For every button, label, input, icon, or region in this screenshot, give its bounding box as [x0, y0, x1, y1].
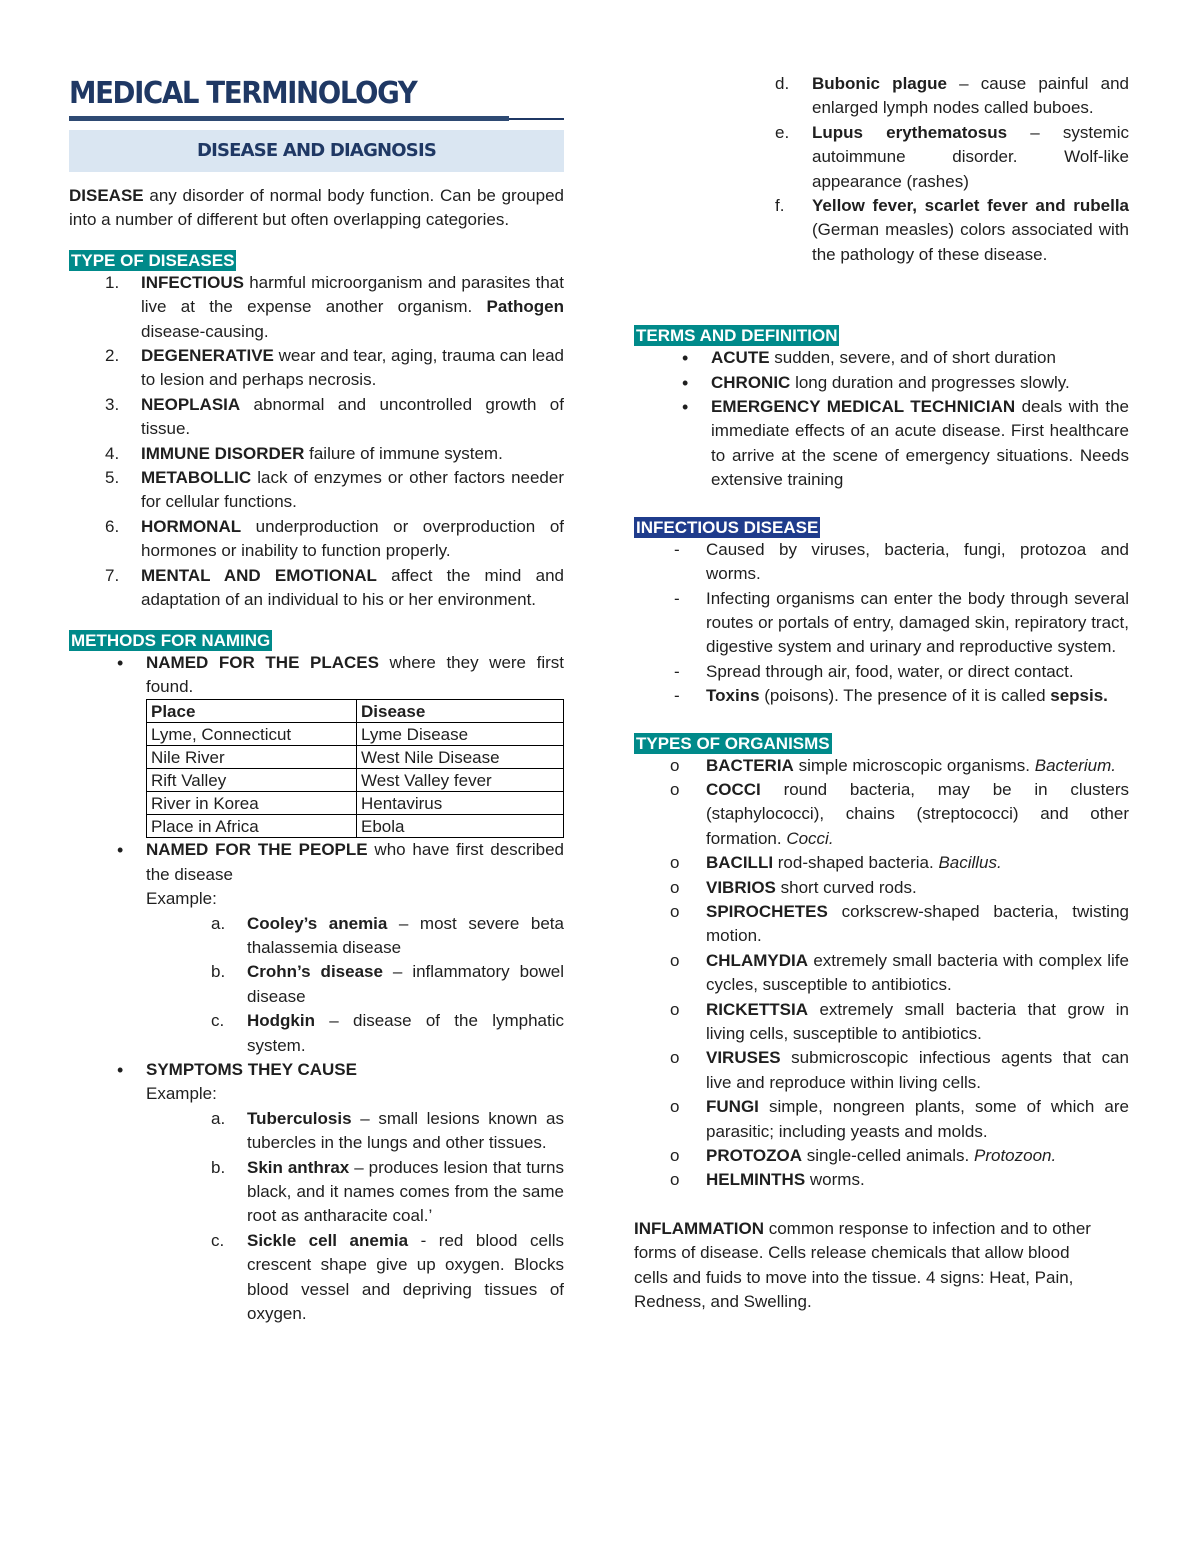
list-item: o PROTOZOA single-celled animals. Protozoon.	[706, 1144, 1129, 1168]
list-item: • CHRONIC long duration and progresses slowly.	[711, 371, 1129, 395]
terms-section	[634, 325, 1129, 492]
list-item: INFECTIOUS harmful microorganism and parasites that live at the expense another organism. Pathogen disease-causing.	[141, 272, 564, 341]
list-item: o CHLAMYDIA extremely small bacteria with complex life cycles, susceptible to antibiotics.	[706, 949, 1129, 998]
disease-type-list	[69, 271, 564, 613]
list-item: - Infecting organisms can enter the body through several routes or portals of entry, damaged skin, repiratory tract, digestive system and urinary and reproductive system.	[706, 587, 1129, 660]
left-column	[69, 74, 564, 1326]
disease-definition: DISEASE any disorder of normal body function. Can be grouped into a number of different but often overlapping categories.	[69, 186, 564, 230]
list-item: c. Hodgkin – disease of the lymphatic system.	[247, 1009, 564, 1058]
table-row: River in Korea Hentavirus	[147, 792, 564, 815]
list-item: IMMUNE DISORDER failure of immune system.	[141, 443, 503, 463]
list-item: - Toxins (poisons). The presence of it is called sepsis.	[706, 684, 1129, 708]
list-item: MENTAL AND EMOTIONAL affect the mind and adaptation of an individual to his or her environment.	[141, 565, 564, 610]
list-item: b. Skin anthrax – produces lesion that turns black, and it names comes from the same root as antharacite coal.’	[247, 1156, 564, 1229]
infectious-list	[634, 538, 1129, 709]
list-item: c. Sickle cell anemia - red blood cells crescent shape give up oxygen. Blocks blood vessel and depriving tissues of oxygen.	[247, 1229, 564, 1327]
terms-list	[634, 346, 1129, 492]
section-heading: TYPE OF DISEASES	[71, 250, 235, 270]
list-item: o SPIROCHETES corkscrew-shaped bacteria, twisting motion.	[706, 900, 1129, 949]
list-item: HORMONAL underproduction or overproduction of hormones or inability to function properly.	[141, 516, 564, 561]
list-item: o HELMINTHS worms.	[706, 1168, 1129, 1192]
list-item: • SYMPTOMS THEY CAUSE Example:	[146, 1058, 564, 1107]
list-item: NEOPLASIA abnormal and uncontrolled growth of tissue.	[141, 394, 564, 439]
list-item: e. Lupus erythematosus – systemic autoimmune disorder. Wolf-like appearance (rashes)	[812, 121, 1129, 194]
organisms-section	[634, 733, 1129, 1193]
list-item: DEGENERATIVE wear and tear, aging, trauma can lead to lesion and perhaps necrosis.	[141, 346, 565, 390]
section-heading: METHODS FOR NAMING	[71, 630, 271, 650]
list-item: d. Bubonic plague – cause painful and enlarged lymph nodes called buboes.	[812, 72, 1129, 121]
table-row: Lyme, Connecticut Lyme Disease	[147, 723, 564, 746]
list-item: o VIBRIOS short curved rods.	[706, 876, 1129, 900]
page-title: MEDICAL TERMINOLOGY	[69, 76, 417, 111]
list-item: - Spread through air, food, water, or direct contact.	[706, 660, 1129, 684]
list-item: o RICKETTSIA extremely small bacteria that grow in living cells, susceptible to antibiotics.	[706, 998, 1129, 1047]
section-banner: DISEASE AND DIAGNOSIS	[69, 130, 564, 172]
naming-methods-list-2	[69, 838, 564, 911]
list-item: METABOLLIC lack of enzymes or other factors needer for cellular functions.	[141, 468, 564, 512]
section-heading: INFECTIOUS DISEASE	[636, 517, 819, 537]
table-row: Place in Africa Ebola	[147, 815, 564, 838]
list-item: o VIRUSES submicroscopic infectious agents that can live and reproduce within living cells.	[706, 1046, 1129, 1095]
section-heading: TYPES OF ORGANISMS	[636, 733, 830, 753]
table-header-row: Place Disease	[147, 700, 564, 723]
list-item: a. Tuberculosis – small lesions known as tubercles in the lungs and other tissues.	[247, 1107, 564, 1156]
type-of-diseases-section	[69, 250, 564, 613]
list-item: a. Cooley’s anemia – most severe beta thalassemia disease	[247, 912, 564, 961]
symptom-examples-list	[69, 1107, 564, 1327]
places-table	[146, 699, 564, 838]
inflammation-definition: INFLAMMATION common response to infection and to other forms of disease. Cells release chemicals that allow blood cells and fuids to move into the tissue. 4 signs: Heat, Pain, Redness, and Swelling.	[634, 1218, 1091, 1312]
methods-for-naming-section	[69, 630, 564, 1327]
list-item: o BACILLI rod-shaped bacteria. Bacillus.	[706, 851, 1129, 875]
title-divider	[69, 116, 564, 122]
list-item: • EMERGENCY MEDICAL TECHNICIAN deals with the immediate effects of an acute disease. First healthcare to arrive at the scene of emergency situations. Needs extensive training	[711, 395, 1129, 493]
table-row: Nile River West Nile Disease	[147, 746, 564, 769]
list-item: f. Yellow fever, scarlet fever and rubella (German measles) colors associated with the pathology of these disease.	[812, 194, 1129, 267]
section-heading: TERMS AND DEFINITION	[636, 326, 838, 346]
list-item: • ACUTE sudden, severe, and of short duration	[711, 346, 1129, 370]
naming-methods-list	[69, 651, 564, 700]
list-item: • NAMED FOR THE PEOPLE who have first described the disease Example:	[146, 838, 564, 911]
list-item: o BACTERIA simple microscopic organisms. Bacterium.	[706, 754, 1129, 778]
color-examples-list	[634, 72, 1129, 267]
people-examples-list	[69, 912, 564, 1058]
list-item: o COCCI round bacteria, may be in clusters (staphylococci), chains (streptococci) and other formation. Cocci.	[706, 778, 1129, 851]
table-row: Rift Valley West Valley fever	[147, 769, 564, 792]
list-item: b. Crohn’s disease – inflammatory bowel disease	[247, 960, 564, 1009]
list-item: • NAMED FOR THE PLACES where they were first found.	[146, 651, 564, 700]
naming-methods-list-3	[69, 1058, 564, 1107]
list-item: - Caused by viruses, bacteria, fungi, protozoa and worms.	[706, 538, 1129, 587]
list-item: o FUNGI simple, nongreen plants, some of which are parasitic; including yeasts and molds.	[706, 1095, 1129, 1144]
organisms-list	[634, 754, 1129, 1193]
infectious-disease-section	[634, 517, 1129, 709]
right-column	[634, 72, 1129, 1314]
